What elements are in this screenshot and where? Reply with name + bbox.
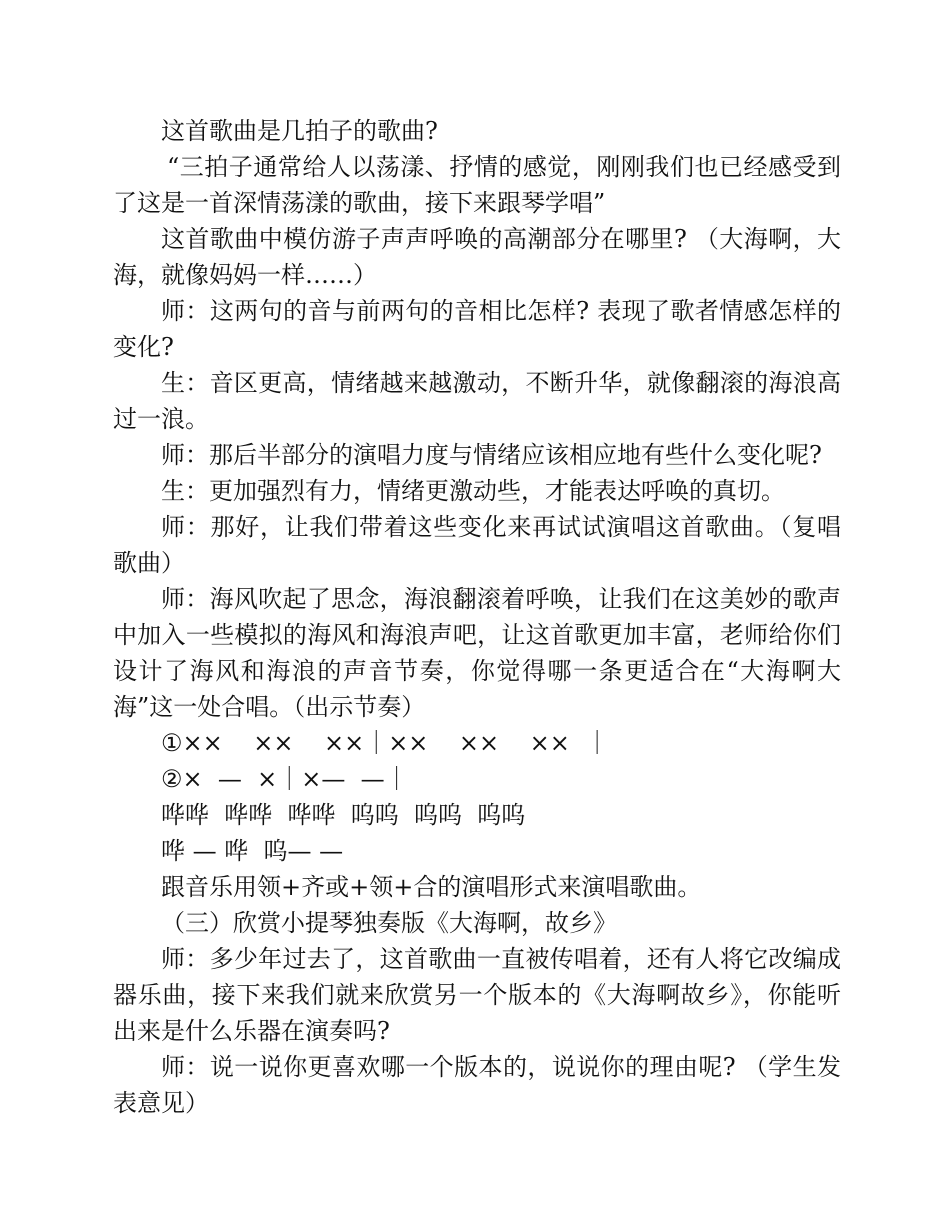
rhythm-line-2: ②× — ×｜×— —｜: [161, 765, 409, 793]
paragraph-singing-form: 跟音乐用领+齐或+领+合的演唱形式来演唱歌曲。: [161, 873, 702, 901]
paragraph-meter-question: 这首歌曲是几拍子的歌曲?: [161, 117, 438, 145]
paragraph-teacher-rhythm-intro: 师：海风吹起了思念，海浪翻滚着呼唤，让我们在这美妙的歌声中加入一些模拟的海风和海浪声吧，让这首歌更加丰富，老师给你们设计了海风和海浪的声音节奏，你觉得哪一条更适合在“大海啊大海”这一处合唱。（出示节奏）: [113, 585, 841, 721]
paragraph-teacher-compare: 师：这两句的音与前两句的音相比怎样? 表现了歌者情感怎样的变化?: [113, 297, 841, 361]
rhythm-line-1: ①×× ×× ××｜×× ×× ×× ｜: [161, 729, 610, 757]
paragraph-teacher-sing-again: 师：那好，让我们带着这些变化来再试试演唱这首歌曲。（复唱歌曲）: [113, 513, 841, 577]
rhythm-line-4: 哗 — 哗 呜— —: [161, 837, 344, 865]
paragraph-teacher-dynamics: 师：那后半部分的演唱力度与情绪应该相应地有些什么变化呢?: [161, 441, 822, 469]
rhythm-line-3: 哗哗 哗哗 哗哗 呜呜 呜呜 呜呜: [161, 801, 526, 829]
paragraph-three-beat-feeling: “三拍子通常给人以荡漾、抒情的感觉，刚刚我们也已经感受到了这是一首深情荡漾的歌曲，接下来跟琴学唱”: [113, 153, 841, 217]
paragraph-teacher-preference: 师：说一说你更喜欢哪一个版本的，说说你的理由呢? （学生发表意见）: [113, 1053, 841, 1117]
paragraph-student-answer-dynamics: 生：更加强烈有力，情绪更激动些，才能表达呼唤的真切。: [161, 477, 785, 505]
paragraph-teacher-instrumental: 师：多少年过去了，这首歌曲一直被传唱着，还有人将它改编成器乐曲，接下来我们就来欣赏另一个版本的《大海啊故乡》，你能听出来是什么乐器在演奏吗?: [113, 945, 841, 1045]
section-heading-violin: （三）欣赏小提琴独奏版《大海啊，故乡》: [161, 909, 617, 937]
paragraph-climax-question: 这首歌曲中模仿游子声声呼唤的高潮部分在哪里? （大海啊，大海，就像妈妈一样……）: [113, 225, 841, 289]
document-body: [113, 113, 841, 1121]
paragraph-student-answer-range: 生：音区更高，情绪越来越激动，不断升华，就像翻滚的海浪高过一浪。: [113, 369, 841, 433]
